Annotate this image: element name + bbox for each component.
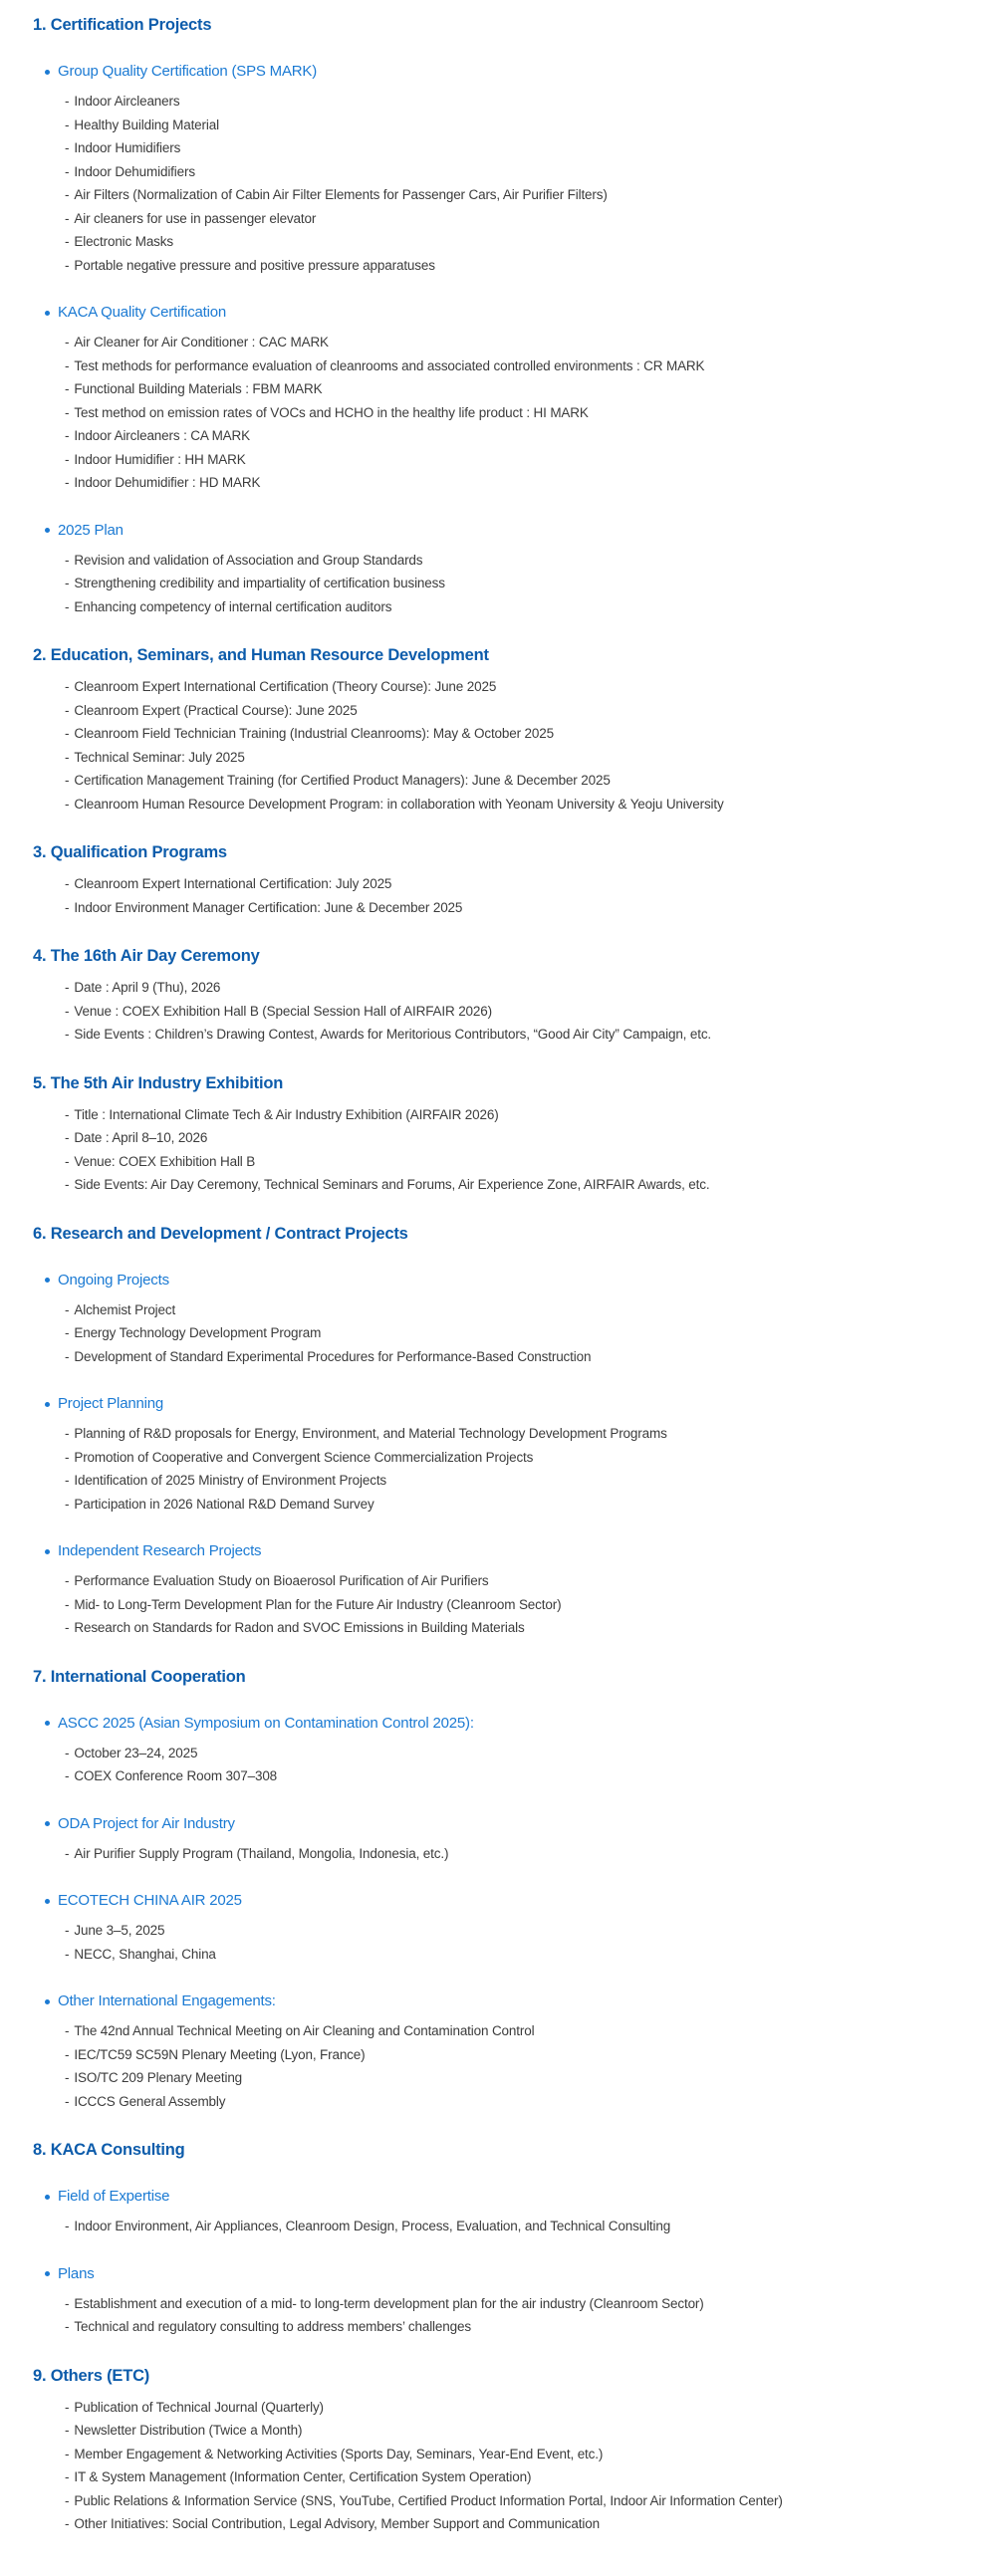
dash-marker: -	[65, 702, 70, 718]
list-item	[65, 207, 996, 231]
list-item-text: Electronic Masks	[74, 234, 173, 249]
dash-marker: -	[65, 980, 70, 995]
dash-marker: -	[65, 2469, 70, 2484]
list-item-text: Cleanroom Expert International Certification (Theory Course): June 2025	[74, 679, 497, 694]
dash-marker: -	[65, 1496, 70, 1512]
dash-marker: -	[65, 1426, 70, 1441]
topic-group	[0, 1541, 996, 1640]
list-item	[65, 1764, 996, 1788]
dash-marker: -	[65, 1573, 70, 1588]
dash-marker: -	[65, 679, 70, 694]
list-item	[65, 1126, 996, 1150]
list-item-text: Technical Seminar: July 2025	[74, 749, 245, 765]
dash-marker: -	[65, 2023, 70, 2038]
list-item-text: Cleanroom Expert (Practical Course): June 2025	[74, 702, 358, 718]
list-item-text: October 23–24, 2025	[74, 1745, 198, 1760]
topic-group	[0, 521, 996, 619]
list-item	[65, 1298, 996, 1322]
list-item-text: Cleanroom Field Technician Training (Industrial Cleanrooms): May & October 2025	[74, 726, 554, 741]
list-item	[65, 2090, 996, 2114]
group-heading-label: ASCC 2025 (Asian Symposium on Contamination Control 2025):	[58, 1714, 474, 1732]
dash-marker: -	[65, 234, 70, 249]
list-item-text: IEC/TC59 SC59N Plenary Meeting (Lyon, France)	[74, 2046, 366, 2062]
item-list	[0, 1103, 996, 1197]
list-item-text: Functional Building Materials : FBM MARK	[74, 381, 323, 396]
list-item-text: Indoor Dehumidifier : HD MARK	[74, 475, 261, 490]
list-item	[65, 183, 996, 207]
list-item-text: Technical and regulatory consulting to address members’ challenges	[74, 2319, 471, 2334]
dash-marker: -	[65, 899, 70, 915]
list-item-text: Planning of R&D proposals for Energy, Environment, and Material Technology Development Programs	[74, 1426, 667, 1441]
list-item-text: Test method on emission rates of VOCs and HCHO in the healthy life product : HI MARK	[74, 404, 589, 420]
topic-group	[0, 1991, 996, 2113]
list-item	[65, 769, 996, 793]
list-item	[65, 722, 996, 746]
list-item-text: Side Events : Children’s Drawing Contest, Awards for Meritorious Contributors, “Good Air City” Campaign, etc.	[74, 1027, 712, 1042]
dash-marker: -	[65, 2492, 70, 2508]
group-heading	[45, 1814, 996, 1834]
dash-marker: -	[65, 1130, 70, 1145]
list-item	[65, 448, 996, 472]
dash-marker: -	[65, 475, 70, 490]
list-item	[65, 2419, 996, 2443]
list-item	[65, 471, 996, 495]
dash-marker: -	[65, 94, 70, 109]
list-item	[65, 1000, 996, 1024]
section-8	[0, 2139, 996, 2339]
list-item-text: The 42nd Annual Technical Meeting on Air Cleaning and Contamination Control	[74, 2023, 535, 2038]
section-9	[0, 2365, 996, 2536]
list-item-text: Member Engagement & Networking Activities (Sports Day, Seminars, Year-End Event, etc.)	[74, 2446, 604, 2461]
list-item-text: IT & System Management (Information Center, Certification System Operation)	[74, 2469, 532, 2484]
list-item	[65, 1446, 996, 1470]
list-item-text: Air cleaners for use in passenger elevator	[74, 210, 317, 226]
group-heading	[45, 1271, 996, 1290]
section-title: 9. Others (ETC)	[33, 2366, 150, 2385]
item-list	[0, 1298, 996, 1369]
dash-marker: -	[65, 117, 70, 132]
section-3	[0, 841, 996, 919]
item-list	[0, 2019, 996, 2113]
list-item-text: Indoor Dehumidifiers	[74, 163, 195, 179]
list-item	[65, 136, 996, 160]
group-heading-label: ODA Project for Air Industry	[58, 1814, 235, 1832]
section-title: 5. The 5th Air Industry Exhibition	[33, 1073, 284, 1092]
dash-marker: -	[65, 726, 70, 741]
section-title: 8. KACA Consulting	[33, 2141, 185, 2159]
section-title: 2. Education, Seminars, and Human Resource Development	[33, 646, 489, 664]
dash-marker: -	[65, 749, 70, 765]
section-4	[0, 945, 996, 1047]
topic-group	[0, 1271, 996, 1369]
topic-group	[0, 2187, 996, 2238]
bullet-icon	[45, 1721, 50, 1726]
item-list	[0, 2292, 996, 2339]
dash-marker: -	[65, 1596, 70, 1612]
bullet-icon	[45, 1278, 50, 1283]
list-item	[65, 424, 996, 448]
item-list	[0, 331, 996, 495]
list-item-text: Portable negative pressure and positive pressure apparatuses	[74, 257, 435, 273]
list-item	[65, 354, 996, 378]
bullet-icon	[45, 2271, 50, 2276]
dash-marker: -	[65, 2399, 70, 2415]
dash-marker: -	[65, 2319, 70, 2334]
list-item	[65, 2512, 996, 2536]
dash-marker: -	[65, 1768, 70, 1783]
list-item	[65, 746, 996, 770]
list-item-text: Revision and validation of Association and Group Standards	[74, 552, 423, 568]
list-item	[65, 2292, 996, 2316]
list-item	[65, 1103, 996, 1127]
list-item	[65, 401, 996, 425]
item-list	[0, 675, 996, 816]
list-item	[65, 549, 996, 573]
bullet-icon	[45, 70, 50, 75]
dash-marker: -	[65, 2295, 70, 2311]
item-list	[0, 2215, 996, 2238]
group-heading	[45, 2187, 996, 2207]
list-item-text: Mid- to Long-Term Development Plan for the Future Air Industry (Cleanroom Sector)	[74, 1596, 562, 1612]
dash-marker: -	[65, 1348, 70, 1364]
list-item-text: Strengthening credibility and impartiality of certification business	[74, 576, 445, 590]
item-list	[0, 90, 996, 277]
list-item-text: ISO/TC 209 Plenary Meeting	[74, 2070, 243, 2085]
list-item-text: Publication of Technical Journal (Quarterly)	[74, 2399, 324, 2415]
bullet-icon	[45, 1999, 50, 2004]
dash-marker: -	[65, 2516, 70, 2531]
list-item	[65, 1943, 996, 1967]
dash-marker: -	[65, 257, 70, 273]
group-heading-label: Independent Research Projects	[58, 1542, 262, 1559]
group-heading-label: 2025 Plan	[58, 521, 124, 539]
list-item	[65, 1569, 996, 1593]
dash-marker: -	[65, 1923, 70, 1938]
item-list	[0, 1742, 996, 1788]
dash-marker: -	[65, 1745, 70, 1760]
group-heading-label: KACA Quality Certification	[58, 304, 227, 321]
dash-marker: -	[65, 598, 70, 614]
dash-marker: -	[65, 2093, 70, 2109]
list-item-text: Date : April 8–10, 2026	[74, 1130, 208, 1145]
group-heading	[45, 1891, 996, 1911]
list-item	[65, 160, 996, 184]
list-item-text: Newsletter Distribution (Twice a Month)	[74, 2423, 303, 2438]
dash-marker: -	[65, 1845, 70, 1861]
dash-marker: -	[65, 163, 70, 179]
group-heading	[45, 1394, 996, 1414]
list-item	[65, 793, 996, 817]
list-item-text: Air Filters (Normalization of Cabin Air Filter Elements for Passenger Cars, Air Purifier Filters)	[74, 187, 608, 202]
list-item-text: Indoor Humidifiers	[74, 140, 181, 155]
list-item	[65, 114, 996, 137]
dash-marker: -	[65, 404, 70, 420]
topic-group	[0, 62, 996, 277]
dash-marker: -	[65, 1620, 70, 1635]
bullet-icon	[45, 1402, 50, 1407]
list-item-text: Enhancing competency of internal certification auditors	[74, 598, 392, 614]
group-heading-label: Plans	[58, 2264, 95, 2282]
list-item-text: Indoor Environment Manager Certification: June & December 2025	[74, 899, 463, 915]
list-item-text: Indoor Aircleaners	[74, 94, 180, 109]
list-item-text: Title : International Climate Tech & Air Industry Exhibition (AIRFAIR 2026)	[74, 1106, 499, 1122]
dash-marker: -	[65, 428, 70, 443]
list-item-text: Participation in 2026 National R&D Demand Survey	[74, 1496, 374, 1512]
section-5	[0, 1072, 996, 1197]
list-item	[65, 2465, 996, 2489]
group-heading	[45, 62, 996, 82]
dash-marker: -	[65, 140, 70, 155]
section-title: 7. International Cooperation	[33, 1667, 246, 1686]
list-item-text: Research on Standards for Radon and SVOC Emissions in Building Materials	[74, 1620, 525, 1635]
dash-marker: -	[65, 1027, 70, 1042]
list-item-text: Public Relations & Information Service (SNS, YouTube, Certified Product Information Portal, Indoor Air Information Center)	[74, 2492, 783, 2508]
group-heading	[45, 2264, 996, 2284]
list-item-text: Air Purifier Supply Program (Thailand, Mongolia, Indonesia, etc.)	[74, 1845, 449, 1861]
section-title: 6. Research and Development / Contract Projects	[33, 1224, 408, 1243]
dash-marker: -	[65, 796, 70, 812]
list-item	[65, 331, 996, 354]
list-item	[65, 254, 996, 278]
list-item	[65, 1321, 996, 1345]
item-list	[0, 549, 996, 619]
dash-marker: -	[65, 773, 70, 788]
dash-marker: -	[65, 1003, 70, 1019]
section-title: 3. Qualification Programs	[33, 843, 227, 861]
dash-marker: -	[65, 1325, 70, 1340]
list-item-text: Indoor Aircleaners : CA MARK	[74, 428, 250, 443]
item-list	[0, 976, 996, 1047]
group-heading	[45, 1714, 996, 1734]
list-item-text: Identification of 2025 Ministry of Environment Projects	[74, 1473, 387, 1488]
bullet-icon	[45, 1899, 50, 1904]
list-item	[65, 1616, 996, 1640]
list-item	[65, 1023, 996, 1047]
section-title: 4. The 16th Air Day Ceremony	[33, 947, 260, 965]
list-item	[65, 1422, 996, 1446]
dash-marker: -	[65, 1946, 70, 1962]
dash-marker: -	[65, 2446, 70, 2461]
item-list	[0, 2396, 996, 2536]
group-heading-label: ECOTECH CHINA AIR 2025	[58, 1892, 242, 1909]
group-heading	[45, 1541, 996, 1561]
dash-marker: -	[65, 210, 70, 226]
group-heading-label: Field of Expertise	[58, 2188, 170, 2205]
list-item-text: Alchemist Project	[74, 1301, 176, 1317]
list-item	[65, 1173, 996, 1197]
list-item	[65, 2019, 996, 2043]
list-item-text: Certification Management Training (for Certified Product Managers): June & December 2025	[74, 773, 611, 788]
list-item	[65, 1593, 996, 1617]
dash-marker: -	[65, 187, 70, 202]
dash-marker: -	[65, 2070, 70, 2085]
list-item-text: Cleanroom Human Resource Development Program: in collaboration with Yeonam University & Yeoju University	[74, 796, 724, 812]
list-item-text: Other Initiatives: Social Contribution, Legal Advisory, Member Support and Communication	[74, 2516, 600, 2531]
list-item-text: Date : April 9 (Thu), 2026	[74, 980, 221, 995]
dash-marker: -	[65, 2046, 70, 2062]
dash-marker: -	[65, 552, 70, 568]
dash-marker: -	[65, 1301, 70, 1317]
bullet-icon	[45, 528, 50, 533]
bullet-icon	[45, 2195, 50, 2200]
list-item	[65, 572, 996, 595]
list-item	[65, 377, 996, 401]
group-heading-label: Other International Engagements:	[58, 1992, 276, 2009]
section-title: 1. Certification Projects	[33, 16, 212, 34]
list-item	[65, 230, 996, 254]
list-item	[65, 896, 996, 920]
list-item-text: Healthy Building Material	[74, 117, 219, 132]
dash-marker: -	[65, 876, 70, 891]
list-item	[65, 2066, 996, 2090]
item-list	[0, 872, 996, 919]
dash-marker: -	[65, 1473, 70, 1488]
list-item	[65, 1345, 996, 1369]
list-item-text: ICCCS General Assembly	[74, 2093, 226, 2109]
list-item	[65, 1742, 996, 1765]
list-item	[65, 2215, 996, 2238]
bullet-icon	[45, 1821, 50, 1826]
dash-marker: -	[65, 357, 70, 373]
list-item-text: Indoor Environment, Air Appliances, Cleanroom Design, Process, Evaluation, and Technical Consulting	[74, 2219, 671, 2233]
topic-group	[0, 1714, 996, 1788]
list-item	[65, 595, 996, 619]
bullet-icon	[45, 1549, 50, 1554]
bullet-icon	[45, 311, 50, 316]
list-item	[65, 2489, 996, 2513]
list-item	[65, 699, 996, 723]
list-item	[65, 2443, 996, 2466]
item-list	[0, 1919, 996, 1966]
dash-marker: -	[65, 381, 70, 396]
dash-marker: -	[65, 2423, 70, 2438]
list-item	[65, 2396, 996, 2420]
group-heading	[45, 521, 996, 541]
group-heading-label: Ongoing Projects	[58, 1271, 169, 1288]
topic-group	[0, 1891, 996, 1966]
item-list	[0, 1422, 996, 1516]
list-item	[65, 976, 996, 1000]
list-item-text: Performance Evaluation Study on Bioaerosol Purification of Air Purifiers	[74, 1573, 489, 1588]
list-item-text: NECC, Shanghai, China	[74, 1946, 216, 1962]
dash-marker: -	[65, 576, 70, 590]
dash-marker: -	[65, 1449, 70, 1465]
group-heading-label: Group Quality Certification (SPS MARK)	[58, 63, 317, 80]
dash-marker: -	[65, 1106, 70, 1122]
list-item	[65, 1842, 996, 1866]
list-item-text: COEX Conference Room 307–308	[74, 1768, 278, 1783]
list-item-text: Air Cleaner for Air Conditioner : CAC MARK	[74, 335, 329, 350]
list-item-text: Venue : COEX Exhibition Hall B (Special Session Hall of AIRFAIR 2026)	[74, 1003, 492, 1019]
list-item	[65, 90, 996, 114]
list-item-text: June 3–5, 2025	[74, 1923, 165, 1938]
group-heading-label: Project Planning	[58, 1395, 164, 1412]
list-item	[65, 2315, 996, 2339]
section-1	[0, 14, 996, 618]
topic-group	[0, 2264, 996, 2339]
list-item-text: Side Events: Air Day Ceremony, Technical Seminars and Forums, Air Experience Zone, AIRFAIR Awards, etc.	[74, 1177, 710, 1192]
group-heading	[45, 303, 996, 323]
list-item-text: Energy Technology Development Program	[74, 1325, 322, 1340]
list-item	[65, 2043, 996, 2067]
list-item-text: Development of Standard Experimental Procedures for Performance-Based Construction	[74, 1348, 592, 1364]
list-item-text: Venue: COEX Exhibition Hall B	[74, 1153, 256, 1169]
item-list	[0, 1842, 996, 1866]
list-item-text: Establishment and execution of a mid- to long-term development plan for the air industry (Cleanroom Sector)	[74, 2295, 704, 2311]
dash-marker: -	[65, 2219, 70, 2233]
dash-marker: -	[65, 1177, 70, 1192]
dash-marker: -	[65, 335, 70, 350]
list-item-text: Promotion of Cooperative and Convergent Science Commercialization Projects	[74, 1449, 534, 1465]
topic-group	[0, 1394, 996, 1516]
list-item	[65, 1150, 996, 1174]
list-item	[65, 1919, 996, 1943]
list-item-text: Cleanroom Expert International Certification: July 2025	[74, 876, 392, 891]
list-item	[65, 872, 996, 896]
list-item-text: Indoor Humidifier : HH MARK	[74, 451, 246, 467]
section-7	[0, 1666, 996, 2114]
list-item	[65, 1493, 996, 1517]
list-item-text: Test methods for performance evaluation of cleanrooms and associated controlled environments : CR MARK	[74, 357, 705, 373]
document-content	[0, 14, 996, 2536]
section-6	[0, 1223, 996, 1640]
section-2	[0, 644, 996, 816]
list-item	[65, 1469, 996, 1493]
dash-marker: -	[65, 451, 70, 467]
topic-group	[0, 1814, 996, 1866]
list-item	[65, 675, 996, 699]
group-heading	[45, 1991, 996, 2011]
dash-marker: -	[65, 1153, 70, 1169]
item-list	[0, 1569, 996, 1640]
topic-group	[0, 303, 996, 495]
